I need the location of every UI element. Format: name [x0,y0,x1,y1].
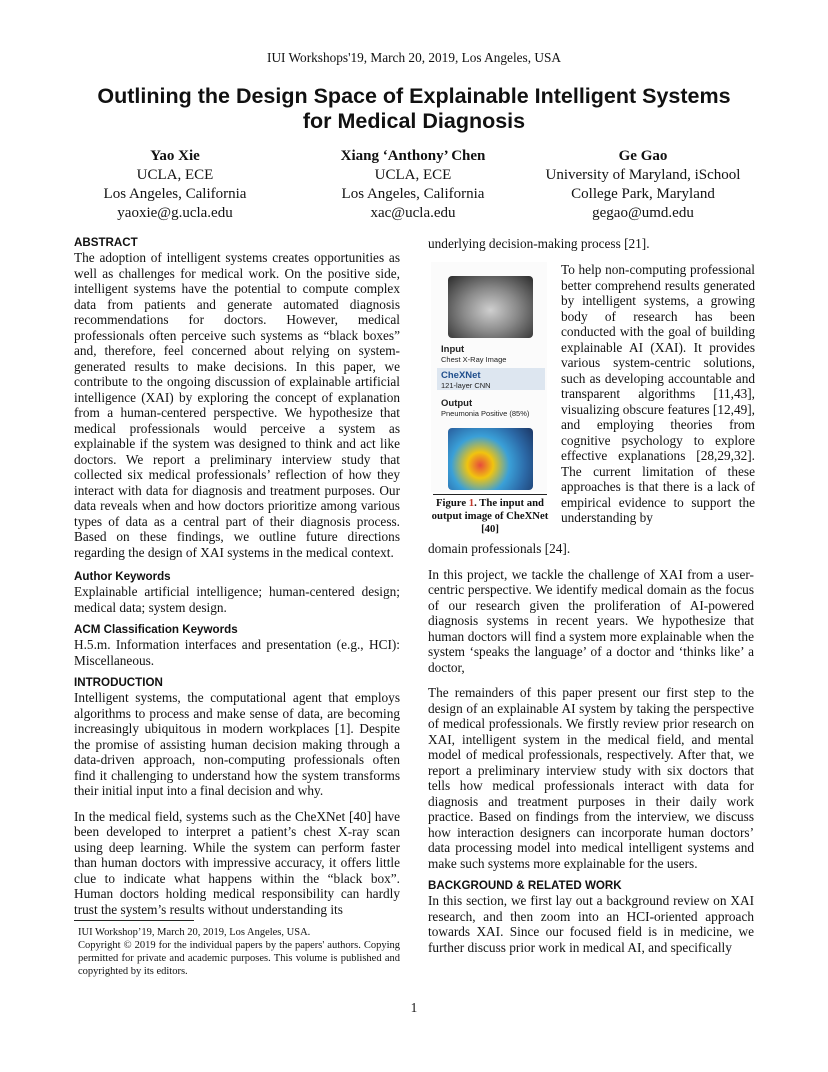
acm-heading: ACM Classification Keywords [74,623,238,636]
figure-input-label: Input [441,344,465,355]
figure-input-sub: Chest X-Ray Image [441,355,507,364]
caption-prefix: Figure [435,497,469,509]
footnote-rule [74,920,194,921]
right-paragraph-3: The remainders of this paper present our first step to the design of an explainable AI system by taking the perspective of medical professionals. We firstly review prior research on XAI, intelligent system in the medical field, and mental model of medical professionals, respectively. After that, we report a preliminary interview study with six doctors that tells how medical professionals interact with data for diagnosis and treatment purposes in their daily work practice. Based on findings from the interview, we discuss how interaction designers can incorporate human doctors’ data processing model into medical intelligent systems and make such systems more explainable for the users. [428,685,754,871]
author-location: College Park, Maryland [571,186,715,202]
keywords-text: Explainable artificial intelligence; human-centered design; medical data; system design. [74,584,400,615]
background-text: In this section, we first lay out a background review on XAI research, and then zoom into an HCI-oriented approach towards XAI. Since our focused field is in medicine, we further discuss prior work in medical AI, and specifically [428,893,754,955]
footnote [78,926,400,978]
author-affiliation: UCLA, ECE [374,167,452,183]
author-affiliation: UCLA, ECE [136,167,214,183]
chest-xray-image [448,276,533,338]
figure-model-label: CheXNet [441,370,481,381]
author-email: yaoxie@g.ucla.edu [117,205,233,221]
running-header: IUI Workshops'19, March 20, 2019, Los Angeles, USA [267,50,561,65]
author-location: Los Angeles, California [341,186,485,202]
author-email: gegao@umd.edu [592,205,694,221]
page-number: 1 [410,1000,418,1015]
title-line-1: Outlining the Design Space of Explainable Intelligent Systems [97,84,731,108]
title-line-2: for Medical Diagnosis [302,109,526,133]
figure-caption [431,497,549,536]
footnote-line-1: IUI Workshop’19, March 20, 2019, Los Angeles, USA. [78,927,311,938]
intro-paragraph-1: Intelligent systems, the computational agent that employs algorithms to process and make sense of data, are becoming increasingly ubiquitous in modern workplaces [1]. Despite the promise of assisting human decision making through a data-driven approach, non-computing professionals often find it challenging to understand how the system transforms their initial input into a final decision and why. [74,690,400,798]
paper-title [40,84,788,134]
heatmap-xray-image [448,428,533,490]
footnote-line-2: Copyright © 2019 for the individual papers by the papers' authors. Copying permitted for private and academic purposes. This volume is published and copyrighted by its editors. [78,940,400,977]
wrapped-paragraph-end: domain professionals [24]. [428,541,571,556]
intro-heading: INTRODUCTION [74,676,163,689]
right-paragraph-2: In this project, we tackle the challenge of XAI from a user-centric perspective. We identify medical domain as the focus of our research given the proliferation of AI-powered diagnosis systems in recent years. We hypothesize that human doctors will find a system more explainable when the system ‘speaks the language’ of a doctor and ‘thinks like’ a doctor, [428,566,754,675]
background-heading: BACKGROUND & RELATED WORK [428,879,622,892]
author-location: Los Angeles, California [103,186,247,202]
author-affiliation: University of Maryland, iSchool [545,167,741,183]
right-column [428,541,754,955]
caption-text: . The input and output image of CheXNet [40] [431,497,549,535]
abstract-text: The adoption of intelligent systems creates opportunities as well as challenges for medical work. On the positive side, intelligent systems have the potential to compute complex data from patients and generate automated diagnosis recommendations for doctors. However, medical professionals often perceive such systems as “black boxes” and, therefore, feel concerned about relying on system-generated results to make decisions. In this paper, we contribute to the ongoing discussion of explainable artificial intelligence (XAI) by exploring the concept of explanation from a human-centered perspective. We hypothesize that medical professionals would perceive a system as explainable if the system was designed to think and act like doctors. We report a preliminary interview study that collected six medical professionals’ reflection of how they interact with data for diagnosis and treatment purposes. Our data reveals when and how doctors prioritize among various types of data as a central part of their diagnosis process. Based on these findings, we outline future directions regarding the design of XAI systems in the medical context. [74,250,400,560]
figure-chexnet [431,262,547,492]
author-name: Ge Gao [618,148,668,164]
author-name: Yao Xie [150,148,200,164]
author-block-1 [60,147,290,223]
figure-model-sub: 121-layer CNN [441,381,491,390]
wrapped-paragraph: To help non-computing professional better comprehend results generated by intelligent systems, a growing body of research has been conducted with the goal of building explainable AI (XAI). It provides various system-centric solutions, such as developing accountable and transparent algorithms [11,43], visualizing obscure features [12,49], and employing theories from cognitive psychology to explore effective explanations [28,29,32]. The current limitation of these approaches is that there is a lack of empirical evidence to support the understanding by [561,262,755,525]
left-column [74,236,400,917]
figure-output-label: Output [441,398,473,409]
author-block-3 [528,147,758,223]
right-top-text: underlying decision-making process [21]. [428,236,650,251]
abstract-heading: ABSTRACT [74,236,138,249]
figure-output-sub: Pneumonia Positive (85%) [441,409,530,418]
author-email: xac@ucla.edu [370,205,456,221]
author-name: Xiang ‘Anthony’ Chen [340,148,486,164]
caption-number: 1 [468,497,475,509]
author-block-2 [298,147,528,223]
intro-paragraph-2: In the medical field, systems such as the CheXNet [40] have been developed to interpret a patient’s chest X-ray scan using deep learning. While the system can perform faster than human doctors with impressive accuracy, it offers little clue to indicate what happens within the “black box”. Human doctors holding medical responsibility can hardly trust the system’s results without understanding its [74,808,400,917]
acm-text: H.5.m. Information interfaces and presentation (e.g., HCI): Miscellaneous. [74,637,400,668]
figure-rule [433,494,547,495]
keywords-heading: Author Keywords [74,570,171,583]
